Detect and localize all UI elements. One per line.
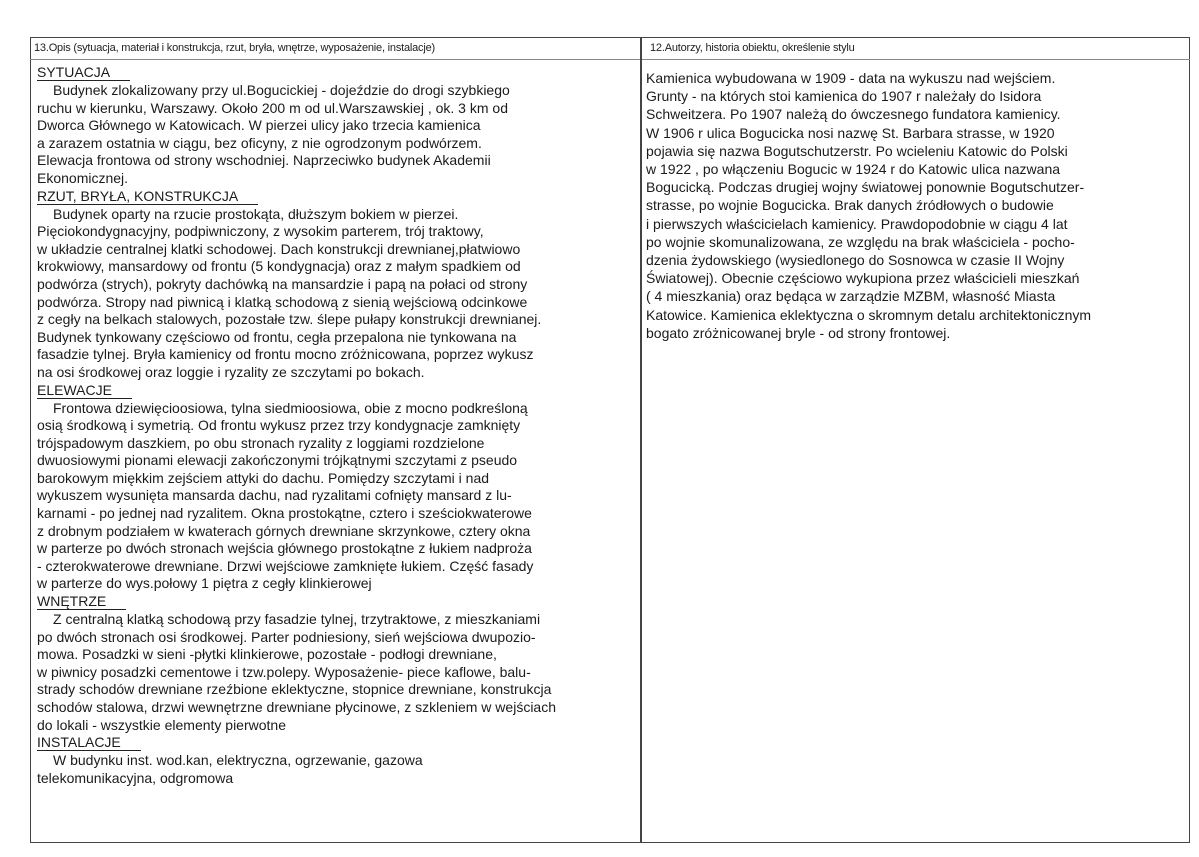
text-line: ruchu w kierunku, Warszawy. Około 200 m od ul.Warszawskiej , ok. 3 km od: [37, 99, 508, 116]
text-line: w parterze do wys.połowy 1 piętra z cegły klinkierowej: [37, 575, 372, 592]
text-line: trójspadowym daszkiem, po obu stronach ryzality z loggiami rozdzielone: [37, 434, 485, 451]
text-line: mowa. Posadzki w sieni -płytki klinkierowe, pozostałe - podłogi drewniane,: [37, 646, 497, 663]
text-line: schodów stalowa, drzwi wewnętrzne drewniane płycinowe, z szkleniem w wejściach: [37, 699, 556, 715]
section-elewacje: [37, 382, 637, 594]
text-line: Światowej). Obecnie częściowo wykupiona przez właścicieli mieszkań: [646, 270, 1080, 287]
text-line: Bogucicką. Podczas drugiej wojny światowej ponownie Bogutschutzer-: [646, 179, 1085, 196]
history-column: [646, 69, 1186, 342]
section-heading: ELEWACJE: [37, 383, 132, 399]
text-line: Budynek zlokalizowany przy ul.Bogucickiej - dojeździe do drogi szybkiego: [53, 82, 510, 98]
text-line: barokowym miękkim zejściem attyki do dachu. Pomiędzy szczytami i nad: [37, 469, 490, 486]
text-line: Grunty - na których stoi kamienica do 1907 r należały do Isidora: [646, 88, 1042, 105]
text-line: w 1922 , po włączeniu Bogucic w 1924 r do Katowic ulica nazwana: [646, 161, 1061, 178]
text-line: dzenia żydowskiego (wysiedlonego do Sosnowca w czasie II Wojny: [646, 252, 1065, 269]
text-line: telekomunikacyjna, odgromowa: [37, 769, 234, 786]
text-line: Ekonomicznej.: [37, 169, 129, 186]
text-line: - czterokwaterowe drewniane. Drzwi wejściowe zamknięte łukiem. Część fasady: [37, 557, 534, 574]
text-line: Schweitzera. Po 1907 należą do ówczesnego fundatora kamienicy.: [646, 106, 1061, 123]
header-rule-right: [642, 59, 1190, 60]
text-line: bogato zróżnicowanej bryle - od strony frontowej.: [646, 324, 951, 341]
text-line: pojawia się nazwa Bogutschutzerstr. Po wcieleniu Katowic do Polski: [646, 142, 1068, 159]
text-line: podwórza (strych), pokryty dachówką na mansardzie i papą na połaci od strony: [37, 275, 528, 292]
text-line: dwuosiowymi pionami elewacji zakończonymi trójkątnymi szczytami z pseudo: [37, 452, 518, 469]
section-heading: WNĘTRZE: [37, 594, 126, 610]
text-line: strasse, po wojnie Bogucicka. Brak danych źródłowych o budowie: [646, 197, 1054, 214]
text-line: z cegły na belkach stalowych, pozostałe tzw. ślepe pułapy konstrukcji drewnianej.: [37, 311, 542, 328]
section-instalacje: [37, 734, 637, 787]
text-line: osią środkową i symetrią. Od frontu wykusz przez trzy kondygnacje zamknięty: [37, 417, 521, 434]
text-line: Katowice. Kamienica eklektyczna o skromnym detalu architektonicznym: [646, 306, 1092, 323]
text-line: Budynek oparty na rzucie prostokąta, dłuższym bokiem w pierzei.: [53, 205, 459, 222]
text-line: ( 4 mieszkania) oraz będąca w zarządzie MZBM, własność Miasta: [646, 288, 1056, 305]
section-heading: SYTUACJA: [37, 65, 130, 81]
text-line: po dwóch stronach osi środkowej. Parter podniesiony, sień wejściowa dwupozio-: [37, 628, 536, 645]
text-line: z drobnym podziałem w kwaterach górnych drewniane skrzynkowe, cztery okna: [37, 522, 531, 539]
text-line: Budynek tynkowany częściowo od frontu, cegła przepalona nie tynkowana na: [37, 328, 517, 345]
text-line: wykuszem wysunięta mansarda dachu, nad ryzalitami cofnięty mansard z lu-: [37, 487, 512, 504]
text-line: do lokali - wszystkie elementy pierwotne: [37, 716, 286, 733]
description-column: [37, 64, 637, 787]
text-line: a zarazem ostatnia w ciągu, bez oficyny, z nie ogrodzonym podwórzem.: [37, 134, 482, 151]
text-line: Kamienica wybudowana w 1909 - data na wykuszu nad wejściem.: [646, 70, 1056, 86]
column-divider: [640, 37, 642, 843]
section-heading: INSTALACJE: [37, 735, 141, 751]
text-line: fasadzie tylnej. Bryła kamienicy od frontu mocno zróżnicowana, poprzez wykusz: [37, 346, 534, 363]
section-wnetrze: [37, 593, 637, 734]
text-line: w parterze po dwóch stronach wejścia głównego prostokątne z łukiem nadproża: [37, 540, 532, 557]
header-rule-left: [30, 59, 640, 60]
text-line: strady schodów drewniane rzeźbione eklektyczne, stopnice drewniane, konstrukcja: [37, 681, 552, 698]
text-line: krokwiowy, mansardowy od frontu (5 kondygnacja) oraz z małym spadkiem od: [37, 258, 521, 275]
text-line: w układzie centralnej klatki schodowej. Dach konstrukcji drewnianej,płatwiowo: [37, 240, 521, 257]
description-header: 13.Opis (sytuacja, materiał i konstrukcja, rzut, bryła, wnętrze, wyposażenie, instalacje): [34, 42, 435, 54]
text-line: i pierwszych właścicielach kamienicy. Prawdopodobnie w ciągu 4 lat: [646, 215, 1068, 232]
text-line: Elewacja frontowa od strony wschodniej. Naprzeciwko budynek Akademii: [37, 152, 491, 169]
text-line: W 1906 r ulica Bogucicka nosi nazwę St. Barbara strasse, w 1920: [646, 124, 1055, 141]
section-sytuacja: [37, 64, 637, 188]
text-line: w piwnicy posadzki cementowe i tzw.polepy. Wyposażenie- piece kaflowe, balu-: [37, 663, 531, 680]
text-line: W budynku inst. wod.kan, elektryczna, ogrzewanie, gazowa: [53, 752, 423, 769]
section-heading: RZUT, BRYŁA, KONSTRUKCJA: [37, 189, 258, 205]
text-line: Pięciokondygnacyjny, podpiwniczony, z wysokim parterem, trój traktowy,: [37, 223, 484, 240]
text-line: podwórza. Stropy nad piwnicą i klatką schodową z sienią wejściową odcinkowe: [37, 293, 528, 310]
text-line: po wojnie skomunalizowana, ze względu na brak właściciela - pocho-: [646, 233, 1075, 250]
text-line: na osi środkowej oraz loggie i ryzality ze szczytami po bokach.: [37, 363, 425, 380]
section-rzut-bryla-konstrukcja: [37, 188, 637, 382]
text-line: karnami - po jednej nad ryzalitem. Okna prostokątne, cztero i sześciokwaterowe: [37, 505, 532, 522]
history-header: 12.Autorzy, historia obiektu, określenie stylu: [650, 42, 855, 54]
text-line: Frontowa dziewięcioosiowa, tylna siedmioosiowa, obie z mocno podkreśloną: [53, 399, 528, 416]
text-line: Z centralną klatką schodową przy fasadzie tylnej, trzytraktowe, z mieszkaniami: [53, 611, 541, 628]
text-line: Dworca Głównego w Katowicach. W pierzei ulicy jako trzecia kamienica: [37, 117, 481, 134]
